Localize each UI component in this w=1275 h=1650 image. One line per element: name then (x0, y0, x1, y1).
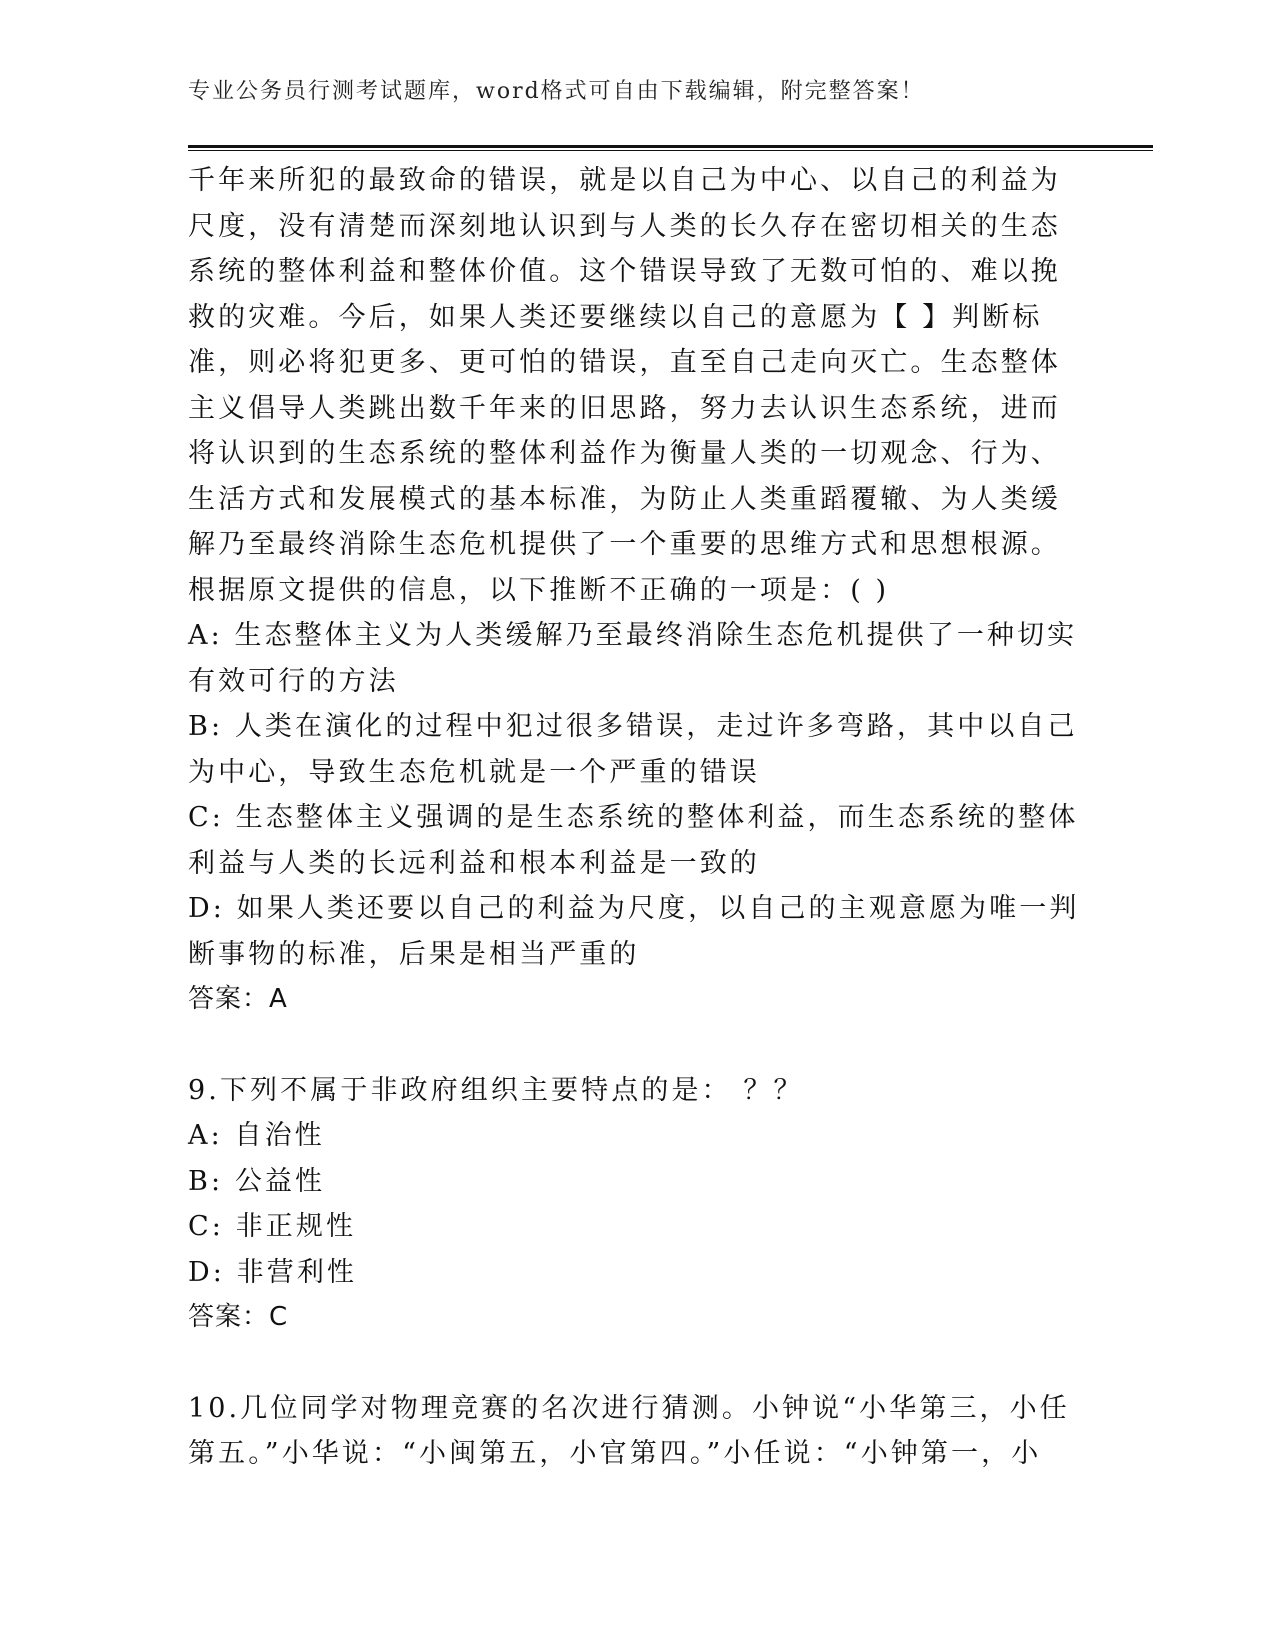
q8-option-a: A: 生态整体主义为人类缓解乃至最终消除生态危机提供了一种切实有效可行的方法 (188, 620, 1078, 697)
q8-answer: 答案：A (188, 984, 288, 1014)
question-content (188, 158, 1088, 1477)
q9-option-d: D: 非营利性 (188, 1256, 358, 1288)
spacer (188, 1341, 1088, 1386)
q9-option-b: B: 公益性 (188, 1165, 326, 1197)
q8-option-c: C: 生态整体主义强调的是生态系统的整体利益，而生态系统的整体利益与人类的长远利益和根本利益是一致的 (188, 802, 1079, 879)
q9-option-c: C: 非正规性 (188, 1211, 357, 1242)
q9-option-a: A: 自治性 (188, 1120, 325, 1151)
q9-answer: 答案：C (188, 1302, 289, 1332)
header-rule-thin (188, 150, 1153, 151)
q8-passage: 千年来所犯的最致命的错误，就是以自己为中心、以自己的利益为尺度，没有清楚而深刻地认识到与人类的长久存在密切相关的生态系统的整体利益和整体价值。这个错误导致了无数可怕的、难以挽救的灾难。今后，如果人类还要继续以自己的意愿为【 】判断标准，则必将犯更多、更可怕的错误，直至自己走向灭亡。生态整体主义倡导人类跳出数千年来的旧思路，努力去认识生态系统，进而将认识到的生态系统的整体利益作为衡量人类的一切观念、行为、生活方式和发展模式的基本标准，为防止人类重蹈覆辙、为人类缓解乃至最终消除生态危机提供了一个重要的思维方式和思想根源。根据原文提供的信息，以下推断不正确的一项是：( ) (188, 165, 1061, 606)
q10-question: 10.几位同学对物理竞赛的名次进行猜测。小钟说“小华第三，小任第五。”小华说：“小闽第五，小官第四。”小任说：“小钟第一，小 (188, 1392, 1070, 1469)
spacer (188, 1023, 1088, 1068)
q9-question: 9.下列不属于非政府组织主要特点的是： ？？ (188, 1074, 804, 1106)
page-header: 专业公务员行测考试题库，word格式可自由下载编辑，附完整答案！ (188, 79, 925, 104)
header-rule-thick (188, 145, 1153, 148)
q8-option-b: B: 人类在演化的过程中犯过很多错误，走过许多弯路，其中以自己为中心，导致生态危机就是一个严重的错误 (188, 711, 1078, 788)
q8-option-d: D: 如果人类还要以自己的利益为尺度，以自己的主观意愿为唯一判断事物的标准，后果是相当严重的 (188, 893, 1080, 970)
